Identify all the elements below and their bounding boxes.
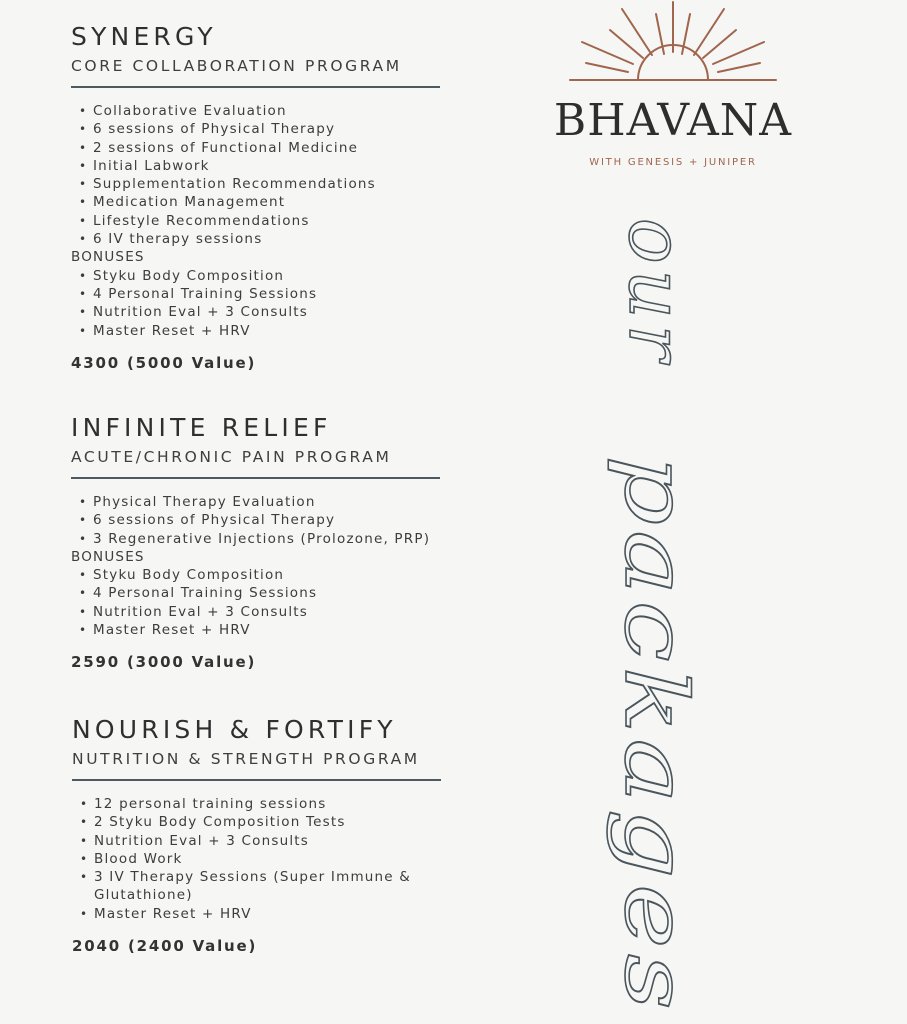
brand-tagline: WITH GENESIS + JUNIPER <box>589 157 757 168</box>
bonus-item: • Nutrition Eval + 3 Consults <box>71 303 541 321</box>
list-item: • Lifestyle Recommendations <box>71 212 541 230</box>
program-items <box>72 795 432 923</box>
list-item: • Master Reset + HRV <box>72 905 432 923</box>
list-item: • Initial Labwork <box>71 157 541 175</box>
list-item: • 12 personal training sessions <box>72 795 432 813</box>
list-item: • Medication Management <box>71 193 541 211</box>
bonus-item: • Styku Body Composition <box>71 267 541 285</box>
divider <box>71 477 440 479</box>
program-price: 2040 (2400 Value) <box>72 937 258 956</box>
bonus-item: • Styku Body Composition <box>71 566 541 584</box>
brand-name: BHAVANA <box>553 95 793 146</box>
bonus-item: • Master Reset + HRV <box>71 322 541 340</box>
program-infinite-relief <box>71 413 541 671</box>
program-title: INFINITE RELIEF <box>71 413 332 442</box>
program-subtitle: NUTRITION & STRENGTH PROGRAM <box>72 750 420 768</box>
program-title: SYNERGY <box>71 22 217 51</box>
program-synergy <box>71 22 541 372</box>
sunrise-icon <box>530 0 820 180</box>
list-item: • Supplementation Recommendations <box>71 175 541 193</box>
list-item: • 3 Regenerative Injections (Prolozone, PRP) <box>71 530 541 548</box>
program-price: 2590 (3000 Value) <box>71 653 257 672</box>
list-item: • 2 sessions of Functional Medicine <box>71 139 541 157</box>
script-word-our: our <box>612 218 701 368</box>
program-nourish-fortify <box>72 715 542 955</box>
bonus-item: • 4 Personal Training Sessions <box>71 584 541 602</box>
divider <box>71 86 440 88</box>
list-item: • 6 IV therapy sessions <box>71 230 541 248</box>
bonus-item: • Master Reset + HRV <box>71 621 541 639</box>
program-items <box>71 493 541 639</box>
program-price: 4300 (5000 Value) <box>71 353 257 372</box>
bonuses-label: BONUSES <box>71 249 145 266</box>
list-item: • Nutrition Eval + 3 Consults <box>72 832 432 850</box>
bonuses-label: BONUSES <box>71 548 145 565</box>
divider <box>72 779 441 781</box>
list-item: • Physical Therapy Evaluation <box>71 493 541 511</box>
list-item: • 2 Styku Body Composition Tests <box>72 813 432 831</box>
list-item: • 3 IV Therapy Sessions (Super Immune & Glutathione) <box>72 868 432 905</box>
bonus-item: • 4 Personal Training Sessions <box>71 285 541 303</box>
program-subtitle: ACUTE/CHRONIC PAIN PROGRAM <box>71 448 392 466</box>
program-subtitle: CORE COLLABORATION PROGRAM <box>71 57 402 75</box>
program-items <box>71 102 541 340</box>
list-item: • 6 sessions of Physical Therapy <box>71 120 541 138</box>
list-item: • Collaborative Evaluation <box>71 102 541 120</box>
script-word-packages: packages <box>605 455 705 895</box>
bonus-item: • Nutrition Eval + 3 Consults <box>71 603 541 621</box>
list-item: • Blood Work <box>72 850 432 868</box>
script-heading <box>530 200 790 1020</box>
list-item: • 6 sessions of Physical Therapy <box>71 511 541 529</box>
program-title: NOURISH & FORTIFY <box>72 715 397 744</box>
